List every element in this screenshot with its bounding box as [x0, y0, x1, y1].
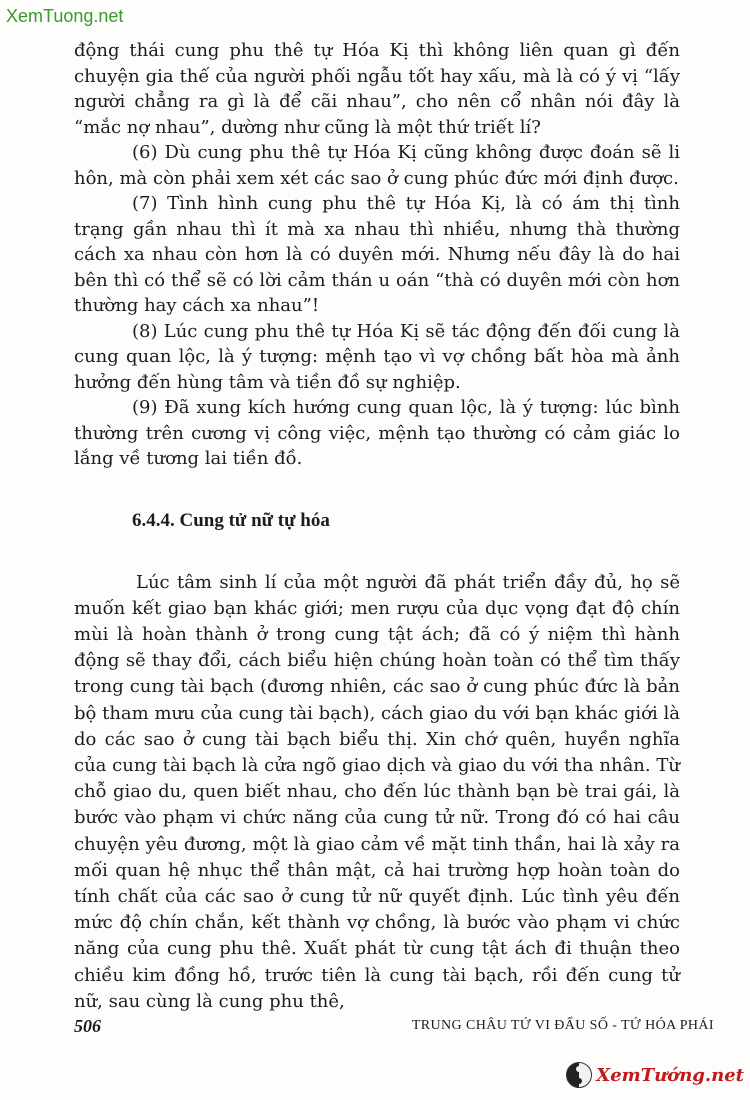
page-content — [74, 38, 680, 1015]
paragraph-item-6: (6) Dù cung phu thê tự Hóa Kị cũng không được đoán sẽ li hôn, mà còn phải xem xét các sao ở cung phúc đức mới định được. — [74, 142, 680, 189]
section-heading: 6.4.4. Cung tử nữ tự hóa — [132, 509, 330, 531]
watermark-logo — [566, 1062, 744, 1088]
logo-text: XemTướng.net — [596, 1064, 744, 1086]
paragraph-item-8: (8) Lúc cung phu thê tự Hóa Kị sẽ tác động đến đối cung là cung quan lộc, là ý tượng: mệnh tạo vì vợ chồng bất hòa mà ảnh hưởng đến hùng tâm và tiền đồ sự nghiệp. — [74, 320, 680, 393]
paragraph-continued: động thái cung phu thê tự Hóa Kị thì không liên quan gì đến chuyện gia thế của người phối ngẫu tốt hay xấu, mà là có ý vị “lấy người chẳng ra gì là để cãi nhau”, cho nên cổ nhân nói đây là “mắc nợ nhau”, dường như cũng là một thứ triết lí? — [74, 40, 680, 138]
paragraph-item-9: (9) Đã xung kích hướng cung quan lộc, là ý tượng: lúc bình thường trên cương vị công việc, mệnh tạo thường có cảm giác lo lắng về tương lai tiền đồ. — [74, 397, 680, 469]
running-title: TRUNG CHÂU TỨ VI ĐẨU SỐ - TỨ HÓA PHÁI — [411, 1018, 714, 1033]
paragraph-main: Lúc tâm sinh lí của một người đã phát triển đầy đủ, họ sẽ muốn kết giao bạn khác giới; men rượu của dục vọng đạt độ chín mùi là hoàn thành ở trong cung tật ách; đã có ý niệm thì hành động sẽ thay đổi, cách biểu hiện chúng hoàn toàn có thể tìm thấy trong cung tài bạch (đương nhiên, các sao ở cung phúc đức là bản bộ tham mưu của cung tài bạch), cách giao du với bạn khác giới là do các sao ở cung tài bạch biểu thị. Xin chớ quên, huyền nghĩa của cung tài bạch là cửa ngõ giao dịch và giao du với tha nhân. Từ chỗ giao du, quen biết nhau, cho đến lúc thành bạn bè trai gái, là bước vào phạm vi chức năng của cung tử nữ. Trong đó có hai câu chuyện yêu đương, một là giao cảm về mặt tinh thần, hai là xảy ra mối quan hệ nhục thể thân mật, cả hai trường hợp hoàn toàn do tính chất của các sao ở cung tử nữ quyết định. Lúc tình yêu đến mức độ chín chắn, kết thành vợ chồng, là bước vào phạm vi chức năng của cung phu thê. Xuất phát từ cung tật ách đi thuận theo chiều kim đồng hồ, trước tiên là cung tài bạch, rồi đến cung tử nữ, sau cùng là cung phu thê, — [74, 571, 680, 1012]
watermark-top: XemTuong.net — [6, 6, 124, 26]
yin-yang-icon — [566, 1062, 592, 1088]
page-footer — [74, 1016, 736, 1046]
page-number: 506 — [74, 1016, 101, 1036]
paragraph-item-7: (7) Tình hình cung phu thê tự Hóa Kị, là có ám thị tình trạng gần nhau thì ít mà xa nhau thì nhiều, nhưng thà thường cách xa nhau còn hơn là có duyên mới. Nhưng nếu đây là do hai bên thì có thể sẽ có lời cảm thán u oán “thà có duyên mới còn hơn thường hay cách xa nhau”! — [74, 193, 680, 316]
